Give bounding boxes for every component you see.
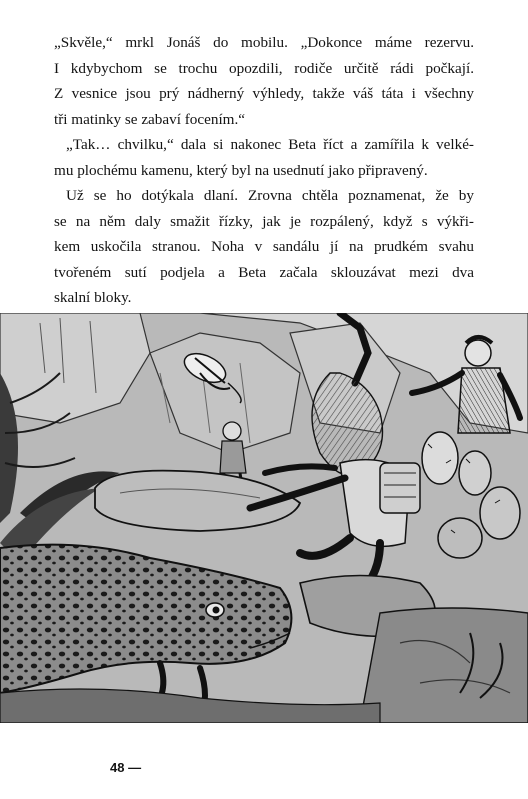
text-line: Už se ho dotýkala dlaní. Zrovna chtěla poznamenat, že by [66,187,474,204]
paragraph-3 [54,183,474,311]
text-line: kem uskočila stranou. Noha v sandálu jí na prudkém svahu [54,238,474,255]
body-text [54,30,474,311]
text-line: se na něm daly smažit řízky, jak je rozpálený, když s výkři- [54,212,474,230]
story-illustration [0,313,528,723]
text-line: I kdybychom se trochu opozdili, rodiče určitě rádi počkají. [54,59,474,77]
text-line: mu plochému kamenu, který byl na usednutí jako připravený. [54,161,428,179]
text-line: tvořeném sutí podjela a Beta začala sklouzávat mezi dva [54,263,474,281]
paragraph-2 [54,132,474,183]
text-line: Z vesnice jsou prý nádherný výhledy, takže váš táta i všechny [54,85,474,102]
text-line: „Skvěle,“ mrkl Jonáš do mobilu. „Dokonce máme rezervu. [54,34,474,51]
page-number: 48 — [110,760,142,775]
illustration-drawing [0,313,528,723]
text-line: „Tak… chvilku,“ dala si nakonec Beta říct a zamířila k velké- [66,136,474,153]
text-line: tři matinky se zabaví focením.“ [54,110,246,128]
paragraph-1 [54,30,474,132]
text-line: skalní bloky. [54,289,132,306]
